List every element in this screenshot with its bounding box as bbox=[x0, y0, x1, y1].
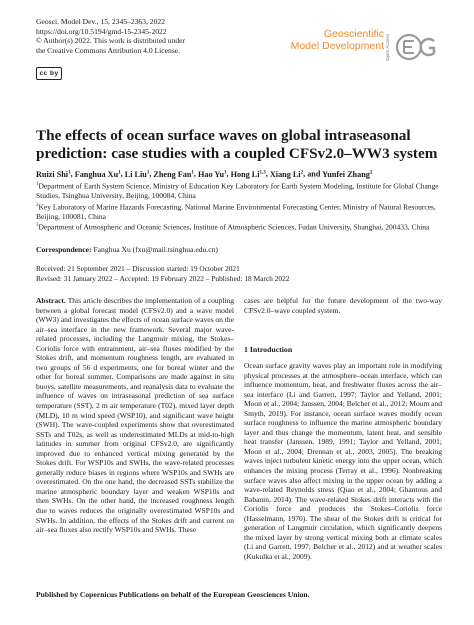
correspondence-email[interactable]: Fanghua Xu (fxu@mail.tsinghua.edu.cn) bbox=[93, 245, 218, 254]
author-list: Ruizi Shi$^1$, Fanghua Xu$^1$, Li Liu$^1$, Zheng Fan$^1$, Hao Yu$^1$, Hong Li$^{1,3}$, Xiang Li$^2$, and Yunfei Zhang$^2$ bbox=[36, 169, 373, 179]
author: Hong Li$^{1,3}$ bbox=[230, 169, 266, 179]
journal-name-line1: Geoscientific bbox=[323, 28, 384, 40]
copyright-notice: © Author(s) 2022. This work is distributed under bbox=[36, 36, 186, 46]
journal-name bbox=[291, 28, 384, 52]
license-notice: the Creative Commons Attribution 4.0 License. bbox=[36, 45, 181, 55]
publication-dates bbox=[36, 264, 290, 283]
article-metadata bbox=[36, 17, 185, 55]
citation: Geosci. Model Dev., 15, 2345–2363, 2022 bbox=[36, 17, 166, 26]
dates-line2: Revised: 31 January 2022 – Accepted: 19 February 2022 – Published: 18 March 2022 bbox=[36, 273, 290, 283]
abstract-continuation: cases are helpful for the future development of the two-way CFSv2.0–wave coupled system. bbox=[244, 296, 442, 315]
cc-license-badge[interactable]: cc by bbox=[36, 67, 62, 80]
affiliations bbox=[36, 180, 456, 232]
dates-line1: Received: 21 September 2021 – Discussion started: 19 October 2021 bbox=[36, 264, 240, 273]
egu-logo-icon bbox=[396, 30, 440, 64]
correspondence-label: Correspondence: bbox=[36, 245, 92, 254]
affiliation: $^2$Key Laboratory of Marine Hazards Forecasting, National Marine Environmental Forecasting Center, Ministry of Natural Resources, Beijing, 100081, China bbox=[36, 202, 436, 221]
section-heading: 1 Introduction bbox=[244, 345, 293, 354]
abstract-text: This article describes the implementation of a coupling between a global forecast model (CFSv2.0) and a wave model (WW3) and investigates the effects of ocean surface waves on the air–sea interface in the new framework. Several major wave-related processes, including the Langmuir mixing, the Stokes–Coriolis force with entrainment, air–sea fluxes modified by the Stokes drift, and momentum roughness length, are evaluated in two groups of 56 d experiments, one for boreal winter and the other for boreal summer. Comparisons are made against in situ buoys, satellite measurements, and reanalysis data to evaluate the influence of waves on intraseasonal prediction of sea surface temperature (SST), 2 m air temperature (T02), mixed layer depth (MLD), 10 m wind speed (WSP10), and significant wave height (SWH). The wave-coupled experiments show that overestimated SSTs and T02s, as well as underestimated MLDs at mid-to-high latitudes in summer from original CFSv2.0, are significantly improved due to enhanced vertical mixing generated by the Stokes drift. For WSP10s and SWHs, the wave-related processes generally reduce biases in regions where WSP10s and SWHs are overestimated. On the one hand, the decreased SSTs stabilize the marine atmospheric boundary layer and weaken WSP10s and then SWHs. On the other hand, the increased roughness length due to waves reduces the originally overestimated WSP10s and SWHs. In addition, the effects of the Stokes drift and current on air–sea fluxes also rectify WSP10s and SWHs. These bbox=[36, 296, 234, 535]
authors-conjunction: and bbox=[307, 169, 321, 179]
affiliation: $^1$Department of Earth System Science, Ministry of Education Key Laboratory for Earth System Modeling, Institute for Global Change Studies, Tsinghua University, Beijing, 100084, China bbox=[36, 181, 439, 201]
author: Zheng Fan$^1$ bbox=[153, 169, 194, 179]
journal-name-line2: Model Development bbox=[290, 40, 384, 52]
author: Li Liu$^1$ bbox=[124, 169, 150, 179]
article-title: The effects of ocean surface waves on global intraseasonal prediction: case studies with a coupled CFSv2.0–WW3 system bbox=[36, 127, 438, 162]
abstract bbox=[36, 296, 234, 535]
author: Hao Yu$^1$ bbox=[198, 169, 227, 179]
author: Ruizi Shi$^1$ bbox=[36, 169, 71, 179]
doi-link[interactable]: https://doi.org/10.5194/gmd-15-2345-2022 bbox=[36, 26, 167, 36]
abstract-label: Abstract. bbox=[36, 296, 66, 305]
author: Fanghua Xu$^1$ bbox=[74, 169, 121, 179]
introduction-text: Ocean surface gravity waves play an important role in modifying physical processes at the atmosphere–ocean interface, which can influence momentum, heat, and freshwater fluxes across the air–sea interface (Li and Garrett, 1997; Taylor and Yelland, 2001; Moon et al., 2004; Janssen, 2004; Belcher et al., 2012; Moum and Smyth, 2019). For instance, ocean surface waves modify ocean surface roughness to influence the marine atmospheric boundary layer and thus change the momentum, latent heat, and sensible heat transfer (Janssen, 1989, 1991; Taylor and Yelland, 2001; Moon et al., 2004; Drennan et al., 2003, 2005). The breaking waves inject turbulent kinetic energy into the upper ocean, which enhances the mixing process (Terray et al., 1996). Nonbreaking surface waves also affect mixing in the upper ocean by adding a wave-related Reynolds stress (Qiao et al., 2004; Ghantous and Babanin, 2014). The wave-related Stokes drift interacts with the Coriolis force and produces the Stokes–Coriolis force (Hasselmann, 1970). The shear of the Stokes drift is critical for generation of Langmuir circulation, which significantly deepens the mixed layer by strong vertical mixing both at climate scales (Li and Garrett, 1997; Belcher et al., 2012) and at weather scales (Kukulka et al., 2009). bbox=[244, 361, 442, 561]
publisher-footer: Published by Copernicus Publications on behalf of the European Geosciences Union. bbox=[36, 590, 310, 599]
author: Yunfei Zhang$^2$ bbox=[322, 169, 373, 179]
correspondence bbox=[36, 245, 218, 254]
open-access-label: Open Access bbox=[385, 33, 390, 61]
author: Xiang Li$^2$ bbox=[269, 169, 304, 179]
affiliation: $^3$Department of Atmospheric and Oceanic Sciences, Institute of Atmospheric Sciences, Fudan University, Shanghai, 200433, China bbox=[36, 222, 430, 232]
